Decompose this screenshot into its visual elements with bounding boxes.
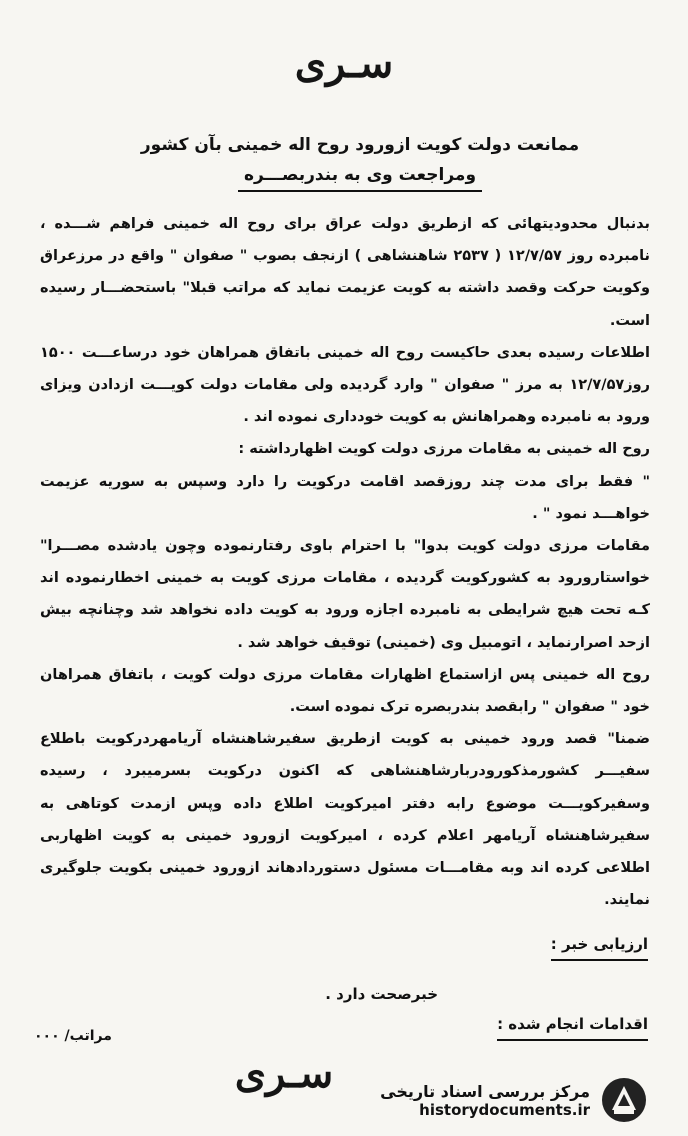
paragraph-3: روح اله خمینی به مقامات مرزی دولت کویت اظهارداشته : [238, 441, 650, 458]
evaluation-label: ارزیابی خبر : [551, 935, 648, 961]
paragraph-2: اطلاعات رسیده بعدی حاکیست روح اله خمینی باتفاق همراهان خود درساعـــت ۱۵۰۰ روز۱۲/۷/۵۷ به مرز " صفوان " وارد گردیده ولی مقامات دولت کویـــت ازدادن ویزای ورود به نامبرده وهمراهانش به کویت خودداری نموده اند . [40, 344, 650, 426]
reference-note: مراتب/ ۰۰۰ [34, 1028, 112, 1044]
archive-logo-icon [600, 1076, 648, 1124]
paragraph-4: " فقط برای مدت چند روزقصد اقامت درکویت را دارد وسپس به سوریه عزیمت خواهـــد نمود " . [40, 473, 650, 522]
paragraph-5: مقامات مرزی دولت کویت بدوا" با احترام باوی رفتارنموده وچون یادشده مصـــرا" خواستارورود به کشورکویت گردیده ، مقامات مرزی کویت به خمینی اخطارنموده اند کـه تحت هیچ شرایطی به نامبرده اجازه ورود به کویت داده نخواهد شد وچنانچه بیش ازحد اصرارنماید ، اتومبیل وی (خمینی) توقیف خواهد شد . [40, 538, 650, 651]
watermark-name: مرکز بررسی اسناد تاریخی [380, 1081, 590, 1101]
title-line-2: ومراجعت وی به بندربصـــره [238, 160, 482, 192]
paragraph-1: بدنبال محدودیتهائی که ازطریق دولت عراق برای روح اله خمینی فراهم شـــده ، نامبرده روز ۱۲/۷/۵۷ ( ۲۵۳۷ شاهنشاهی ) ازنجف بصوب " صفوان " واقع در مرزعراق وکویت حرکت وقصد داشته به کویت عزیمت نماید که مراتب قبلا" باستحضـــار رسیده است. [40, 216, 650, 329]
watermark-url: historydocuments.ir [419, 1100, 590, 1119]
paragraph-6: روح اله خمینی پس ازاستماع اظهارات مقامات مرزی دولت کویت ، باتفاق همراهان خود " صفوان " رابقصد بندربصره ترک نموده است. [40, 666, 650, 716]
classification-header: سـری [294, 40, 394, 87]
watermark [348, 1072, 648, 1128]
paragraph-7: ضمنا" قصد ورود خمینی به کویت ازطریق سفیرشاهنشاه آریامهردرکویت باطلاع سفیـــر کشورمذکورودربارشاهنشاهی که اکنون درکویت بسرمیبرد ، رسیده وسفیرکویـــت موضوع رابه دفتر امیرکویت اطلاع داده وپس ازمدت کوتاهی به سفیرشاهنشاه آریامهر اعلام کرده ، امیرکویت ازورود خمینی به کویت اظهاربی اطلاعی کرده اند وبه مقامـــات مسئول دستوردادهاند ازورود خمینی بکویت جلوگیری نمایند. [40, 731, 650, 909]
classification-footer: سـری [234, 1050, 334, 1097]
title-line-1: ممانعت دولت کویت ازورود روح اله خمینی بآن کشور [140, 135, 580, 155]
document-title [80, 130, 640, 192]
evaluation-value: خبرصحت دارد . [325, 985, 438, 1003]
actions-label: اقدامات انجام شده : [497, 1015, 648, 1041]
document-body [40, 208, 650, 916]
